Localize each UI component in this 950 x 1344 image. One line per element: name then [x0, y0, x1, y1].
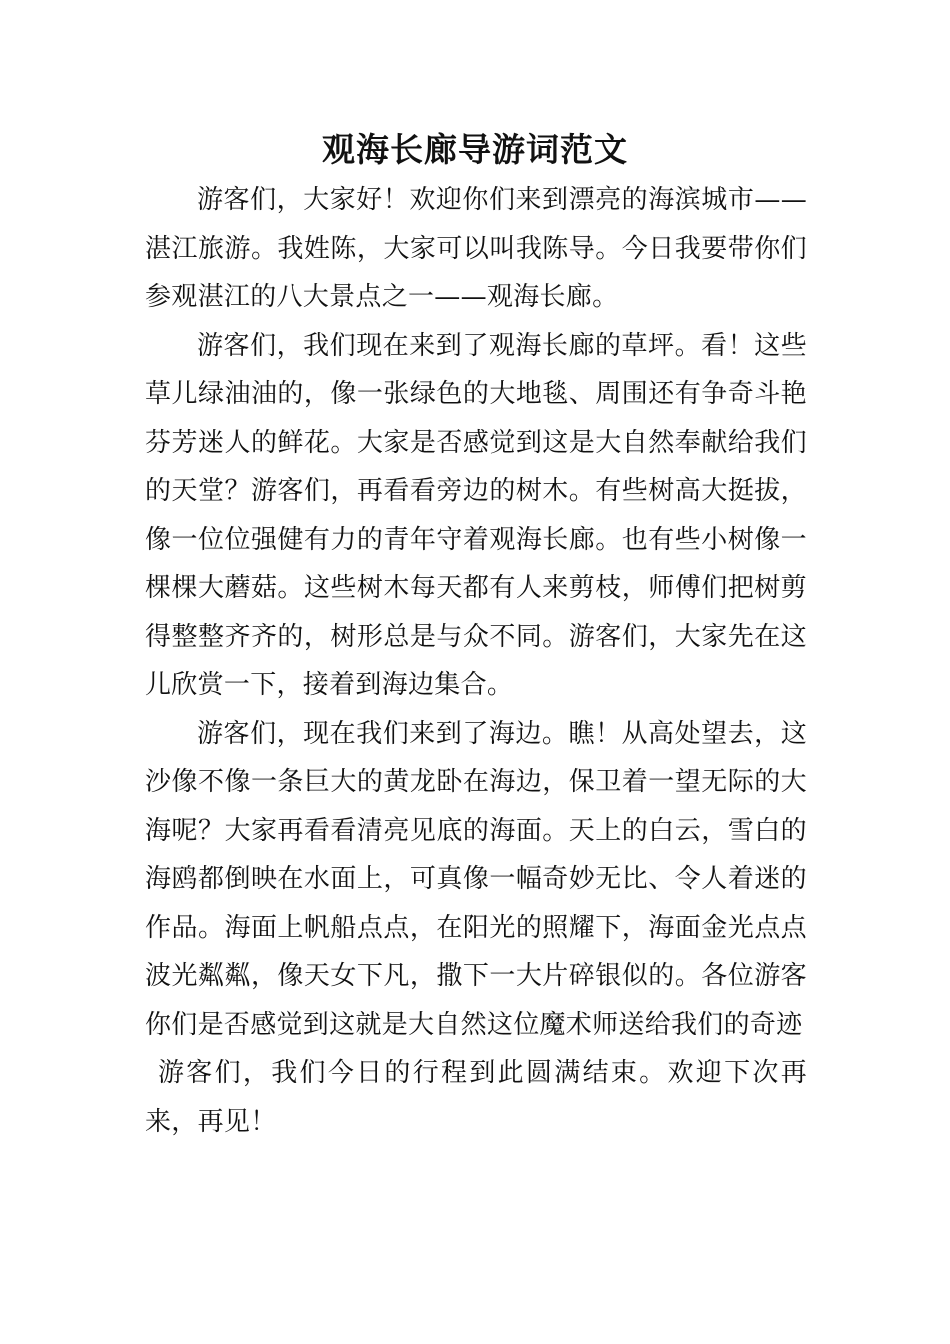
paragraph-lawn: 游客们，我们现在来到了观海长廊的草坪。看！这些草儿绿油油的，像一张绿色的大地毯、周围还有争奇斗艳芬芳迷人的鲜花。大家是否感觉到这是大自然奉献给我们的天堂？游客们，再看看旁边的树木。有些树高大挺拔，像一位位强健有力的青年守着观海长廊。也有些小树像一棵棵大蘑菇。这些树木每天都有人来剪枝，师傅们把树剪得整整齐齐的，树形总是与众不同。游客们，大家先在这儿欣赏一下，接着到海边集合。	[145, 330, 807, 700]
document-title: 观海长廊导游词范文	[322, 130, 628, 169]
paragraph-seaside: 游客们，现在我们来到了海边。瞧！从高处望去，这沙像不像一条巨大的黄龙卧在海边，保卫着一望无际的大海呢？大家再看看清亮见底的海面。天上的白云，雪白的海鸥都倒映在水面上，可真像一幅奇妙无比、令人着迷的作品。海面上帆船点点，在阳光的照耀下，海面金光点点波光粼粼，像天女下凡，撒下一大片碎银似的。各位游客你们是否感觉到这就是大自然这位魔术师送给我们的奇迹	[145, 718, 807, 1040]
document-body	[145, 176, 807, 1146]
paragraph-farewell: 游客们，我们今日的行程到此圆满结束。欢迎下次再来，再见！	[145, 1058, 807, 1137]
paragraph-greeting: 游客们，大家好！欢迎你们来到漂亮的海滨城市——湛江旅游。我姓陈，大家可以叫我陈导。今日我要带你们参观湛江的八大景点之一——观海长廊。	[145, 185, 807, 312]
